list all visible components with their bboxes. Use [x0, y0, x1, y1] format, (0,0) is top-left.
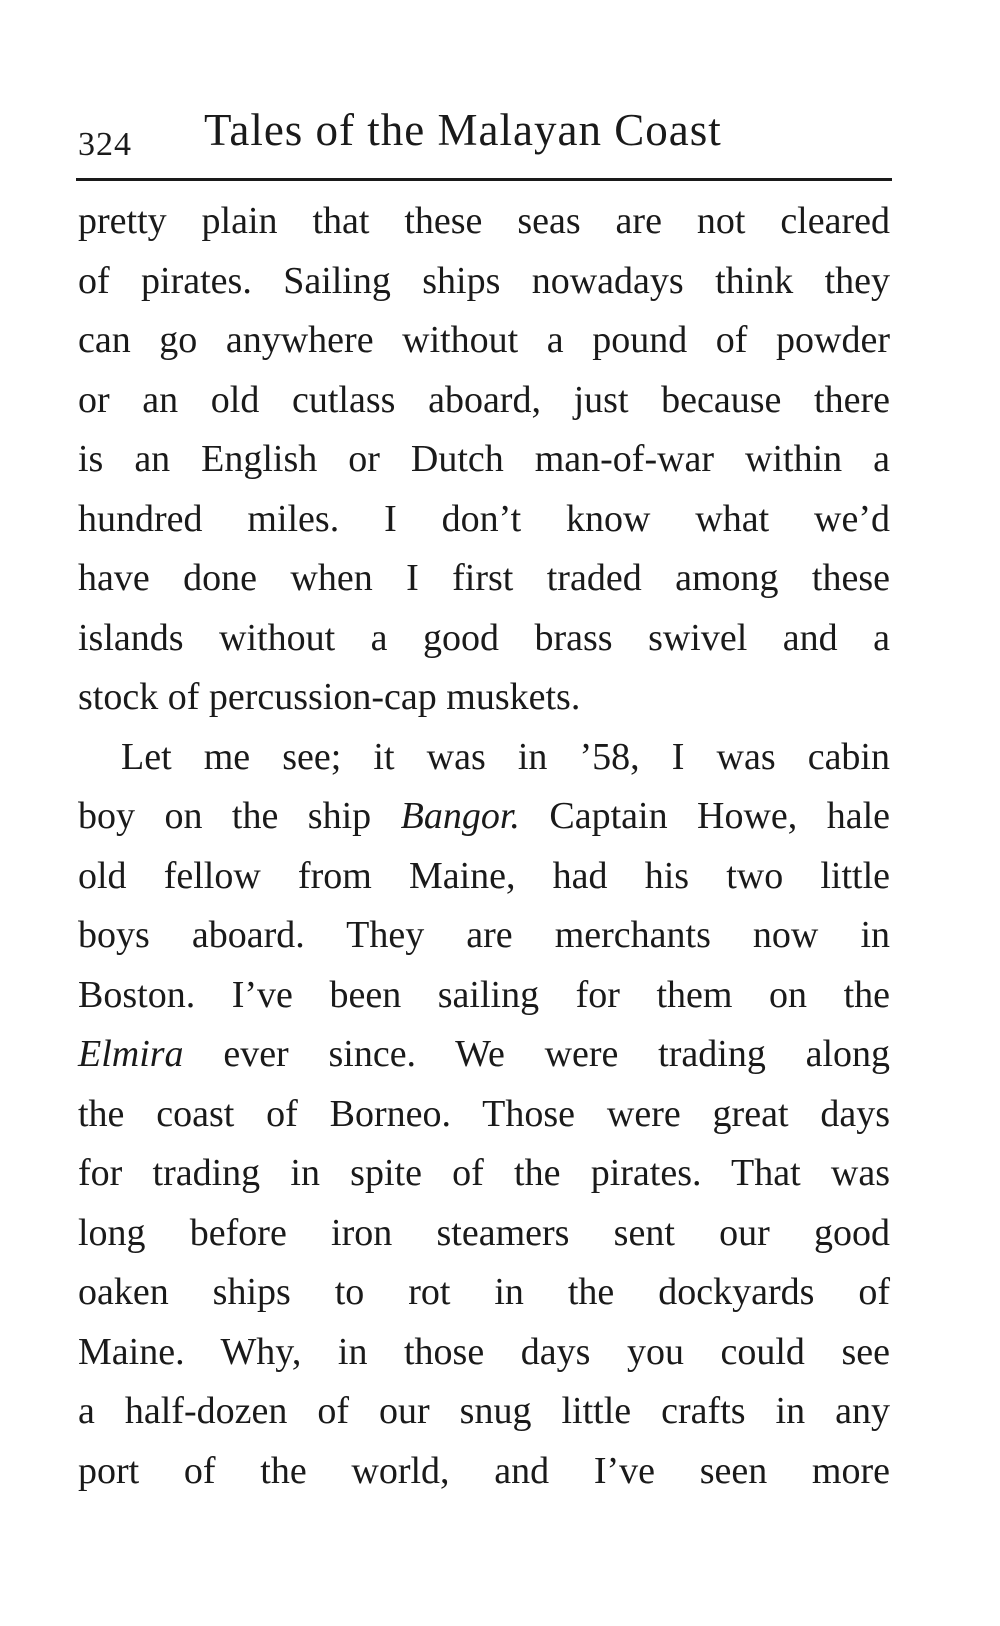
header-rule [76, 178, 892, 181]
text-line: a half-dozen of our snug little crafts in any [78, 1390, 890, 1432]
text-line: islands without a good brass swivel and a [78, 616, 890, 659]
text-line: Boston. I’ve been sailing for them on the [78, 973, 890, 1016]
text-line [78, 787, 890, 847]
text-line: or an old cutlass aboard, just because there [78, 378, 890, 421]
text-line: can go anywhere without a pound of powder [78, 319, 890, 361]
text-line: old fellow from Maine, had his two little [78, 854, 890, 897]
text-line: pretty plain that these seas are not cleared [78, 200, 890, 242]
text-line: of pirates. Sailing ships nowadays think they [78, 259, 890, 302]
text-line: Maine. Why, in those days you could see [78, 1330, 890, 1373]
running-title: Tales of the Malayan Coast [204, 105, 722, 155]
text-line: stock of percussion-cap muskets. [78, 676, 581, 718]
text-segment: ever since. We were trading along [223, 1033, 890, 1075]
page-number: 324 [78, 126, 132, 163]
ship-name-elmira: Elmira [78, 1033, 184, 1075]
body-text [78, 192, 890, 1501]
text-line: the coast of Borneo. Those were great days [78, 1092, 890, 1135]
text-line: have done when I first traded among these [78, 557, 890, 599]
text-line: port of the world, and I’ve seen more [78, 1449, 890, 1492]
text-line: boys aboard. They are merchants now in [78, 914, 890, 956]
text-line: oaken ships to rot in the dockyards of [78, 1271, 890, 1313]
text-line: Let me see; it was in ’58, I was cabin [121, 735, 890, 778]
text-line [78, 1025, 890, 1085]
text-line: long before iron steamers sent our good [78, 1211, 890, 1254]
text-line: is an English or Dutch man-of-war within a [78, 438, 890, 480]
ship-name-bangor: Bangor. [400, 795, 520, 837]
text-line: for trading in spite of the pirates. That was [78, 1152, 890, 1194]
text-segment: Captain Howe, hale [549, 795, 891, 837]
text-segment: boy on the ship [78, 795, 372, 837]
text-line: hundred miles. I don’t know what we’d [78, 497, 890, 540]
running-head [78, 104, 893, 164]
